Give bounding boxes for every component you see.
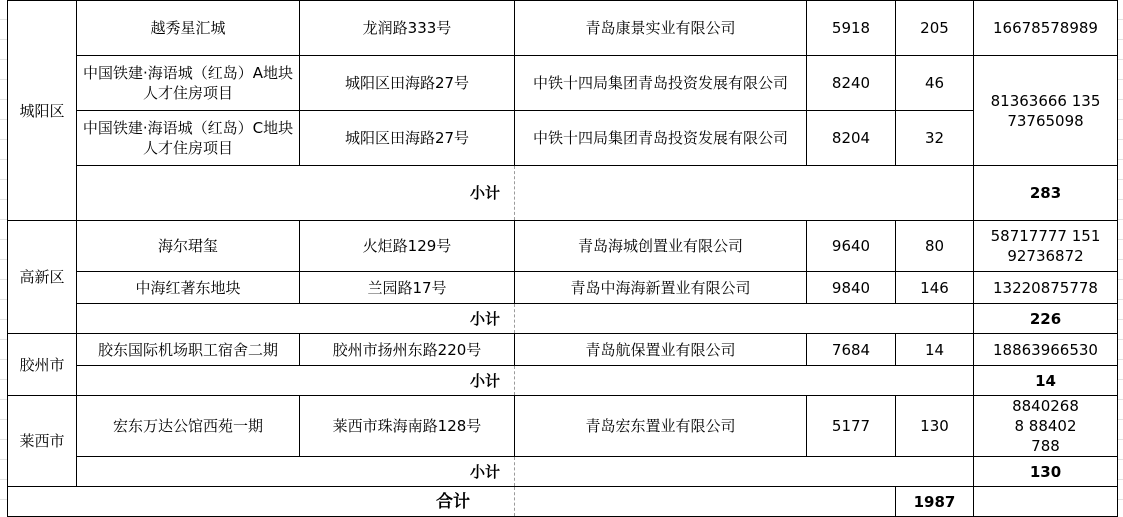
subtotal-value[interactable]: 226	[974, 304, 1118, 334]
total-row	[8, 487, 1118, 517]
price-cell[interactable]: 9640	[807, 221, 896, 272]
phone-cell[interactable]: 81363666 13573765098	[974, 56, 1118, 166]
table-row	[8, 221, 1118, 272]
company-cell[interactable]: 青岛康景实业有限公司	[515, 1, 807, 56]
table-row	[8, 396, 1118, 457]
units-cell[interactable]: 146	[896, 272, 974, 304]
housing-project-table	[7, 0, 1118, 517]
total-value[interactable]: 1987	[896, 487, 974, 517]
address-cell[interactable]: 兰园路17号	[300, 272, 515, 304]
subtotal-blank-cell[interactable]	[515, 166, 974, 221]
subtotal-label[interactable]: 小计	[77, 304, 515, 334]
company-cell[interactable]: 青岛海城创置业有限公司	[515, 221, 807, 272]
total-blank-cell[interactable]	[515, 487, 896, 517]
phone-cell[interactable]: 16678578989	[974, 1, 1118, 56]
phone-cell[interactable]: 13220875778	[974, 272, 1118, 304]
subtotal-row	[8, 166, 1118, 221]
district-cell[interactable]: 城阳区	[8, 1, 77, 221]
subtotal-row	[8, 457, 1118, 487]
subtotal-label[interactable]: 小计	[77, 166, 515, 221]
subtotal-value[interactable]: 14	[974, 366, 1118, 396]
subtotal-value[interactable]: 283	[974, 166, 1118, 221]
price-cell[interactable]: 8204	[807, 111, 896, 166]
table-row	[8, 1, 1118, 56]
units-cell[interactable]: 46	[896, 56, 974, 111]
project-cell[interactable]: 胶东国际机场职工宿舍二期	[77, 334, 300, 366]
units-cell[interactable]: 130	[896, 396, 974, 457]
project-cell[interactable]: 中国铁建·海语城（红岛）A地块人才住房项目	[77, 56, 300, 111]
company-cell[interactable]: 中铁十四局集团青岛投资发展有限公司	[515, 56, 807, 111]
price-cell[interactable]: 8240	[807, 56, 896, 111]
subtotal-value[interactable]: 130	[974, 457, 1118, 487]
units-cell[interactable]: 80	[896, 221, 974, 272]
company-cell[interactable]: 青岛中海海新置业有限公司	[515, 272, 807, 304]
address-cell[interactable]: 城阳区田海路27号	[300, 111, 515, 166]
district-cell[interactable]: 莱西市	[8, 396, 77, 487]
address-cell[interactable]: 龙润路333号	[300, 1, 515, 56]
units-cell[interactable]: 32	[896, 111, 974, 166]
company-cell[interactable]: 青岛宏东置业有限公司	[515, 396, 807, 457]
subtotal-label[interactable]: 小计	[77, 457, 515, 487]
phone-cell[interactable]: 18863966530	[974, 334, 1118, 366]
subtotal-blank-cell[interactable]	[515, 366, 974, 396]
address-cell[interactable]: 胶州市扬州东路220号	[300, 334, 515, 366]
project-cell[interactable]: 宏东万达公馆西苑一期	[77, 396, 300, 457]
phone-cell[interactable]: 88402688 88402788	[974, 396, 1118, 457]
subtotal-row	[8, 366, 1118, 396]
project-cell[interactable]: 中国铁建·海语城（红岛）C地块人才住房项目	[77, 111, 300, 166]
project-cell[interactable]: 海尔珺玺	[77, 221, 300, 272]
total-phone-blank[interactable]	[974, 487, 1118, 517]
company-cell[interactable]: 中铁十四局集团青岛投资发展有限公司	[515, 111, 807, 166]
phone-cell[interactable]: 58717777 15192736872	[974, 221, 1118, 272]
price-cell[interactable]: 7684	[807, 334, 896, 366]
address-cell[interactable]: 莱西市珠海南路128号	[300, 396, 515, 457]
units-cell[interactable]: 14	[896, 334, 974, 366]
price-cell[interactable]: 5918	[807, 1, 896, 56]
company-cell[interactable]: 青岛航保置业有限公司	[515, 334, 807, 366]
total-label[interactable]: 合计	[8, 487, 515, 517]
table-row	[8, 334, 1118, 366]
district-cell[interactable]: 高新区	[8, 221, 77, 334]
subtotal-blank-cell[interactable]	[515, 304, 974, 334]
address-cell[interactable]: 城阳区田海路27号	[300, 56, 515, 111]
price-cell[interactable]: 9840	[807, 272, 896, 304]
subtotal-row	[8, 304, 1118, 334]
subtotal-label[interactable]: 小计	[77, 366, 515, 396]
table-row	[8, 56, 1118, 111]
table-row	[8, 272, 1118, 304]
district-cell[interactable]: 胶州市	[8, 334, 77, 396]
address-cell[interactable]: 火炬路129号	[300, 221, 515, 272]
table-row	[8, 111, 1118, 166]
subtotal-blank-cell[interactable]	[515, 457, 974, 487]
price-cell[interactable]: 5177	[807, 396, 896, 457]
project-cell[interactable]: 越秀星汇城	[77, 1, 300, 56]
project-cell[interactable]: 中海红著东地块	[77, 272, 300, 304]
units-cell[interactable]: 205	[896, 1, 974, 56]
